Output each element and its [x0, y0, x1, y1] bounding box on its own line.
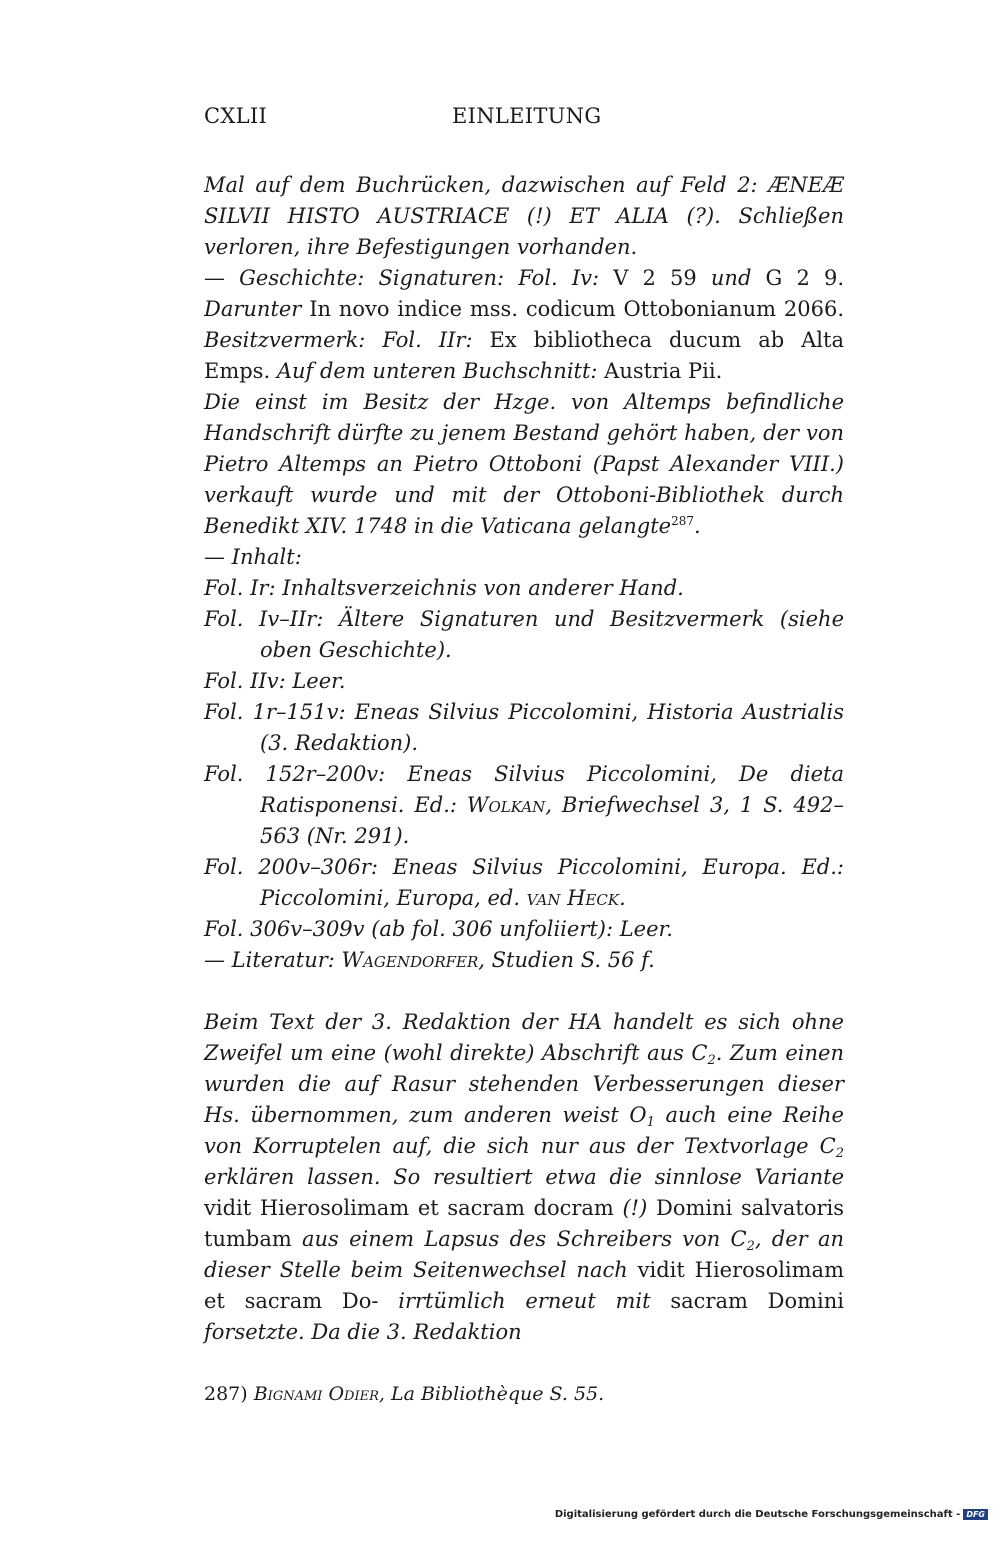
content-entry — [204, 852, 844, 914]
text-run: — Geschichte: Signaturen: Fol. Iv: — [204, 266, 614, 290]
funding-footer — [555, 1509, 988, 1520]
text-run: . Zum einen wurden die auf Rasur stehenden Verbesserungen dieser Hs. übernommen, zum anderen weist O — [204, 1041, 844, 1127]
quotation: vidit Hierosolimam et sacram Do- — [204, 1258, 844, 1313]
running-title: EINLEITUNG — [452, 104, 602, 128]
paragraph-provenance — [204, 387, 844, 542]
literatur-line — [204, 945, 844, 976]
text-run: Austria Pii. — [604, 359, 723, 383]
paragraph-geschichte — [204, 263, 844, 387]
text-run: G 2 9. — [765, 266, 844, 290]
text-run: , der an dieser Stelle beim Seitenwechsel nach — [204, 1227, 844, 1282]
text-run: aus einem Lapsus des Schreibers von C — [291, 1227, 747, 1251]
content-entry: Fol. 1r–151v: Eneas Silvius Piccolomini, Historia Austrialis (3. Redaktion). — [204, 700, 844, 755]
text-run: Darunter — [204, 297, 310, 321]
dfg-logo: DFG — [963, 1509, 988, 1520]
running-head — [204, 104, 844, 138]
author-name: Wagendorfer — [341, 948, 479, 972]
text-run: , Briefwechsel 3, 1 S. 492–563 (Nr. 291). — [260, 793, 845, 848]
footnote-ref[interactable]: 287 — [671, 514, 694, 528]
author-name: Wolkan — [466, 793, 546, 817]
text-run: , Studien S. 56 f. — [478, 948, 655, 972]
content-entry: Fol. Iv–IIr: Ältere Signaturen und Besitzvermerk (siehe oben Geschichte). — [204, 607, 844, 662]
text-run: und — [696, 266, 766, 290]
author-name: Bignami Odier — [253, 1383, 379, 1405]
footnote-number: 287) — [204, 1383, 254, 1405]
page-number: CXLII — [204, 104, 268, 128]
body-text — [204, 170, 844, 1348]
text-run: forsetzte. Da die 3. Redaktion — [204, 1320, 522, 1344]
paragraph-analysis — [204, 1007, 844, 1348]
text-run: . — [693, 514, 701, 538]
quotation: sacram Domini — [670, 1289, 844, 1313]
subscript: 2 — [835, 1146, 844, 1161]
page — [204, 104, 844, 1408]
funding-text: Digitalisierung gefördert durch die Deutsche Forschungsgemeinschaft - — [554, 1509, 961, 1520]
text-run: irrtümlich erneut mit — [378, 1289, 671, 1313]
paragraph-binding: Mal auf dem Buchrücken, dazwischen auf Feld 2: ÆNEÆ SILVII HISTO AUSTRIACE (!) ET ALIA (?). Schließen verloren, ihre Befestigungen vorhanden. — [204, 173, 844, 259]
subscript: 2 — [746, 1239, 755, 1254]
text-run: . — [619, 886, 626, 910]
content-entry: Fol. Ir: Inhaltsverzeichnis von anderer Hand. — [204, 576, 684, 600]
inhalt-heading: — Inhalt: — [204, 545, 302, 569]
text-run: Die einst im Besitz der Hzge. von Altemps befindliche Handschrift dürfte zu jenem Bestand gehört haben, der von Pietro Altemps an Pietro Ottoboni (Papst Alexander VIII.) verkauft wurde und mit der Ottoboni-Bibliothek durch Benedikt XIV. 1748 in die Vaticana gelangte — [204, 390, 844, 538]
text-run: auch eine Reihe von Korruptelen auf, die sich nur aus der Textvorlage C — [204, 1103, 844, 1158]
quotation: vidit Hierosolimam et sacram docram — [204, 1196, 614, 1220]
text-run: Beim Text der 3. Redaktion der HA handelt es sich ohne Zweifel um eine (wohl direkte) Abschrift aus C — [204, 1010, 844, 1065]
content-entry — [204, 759, 844, 852]
footnote — [204, 1380, 844, 1408]
author-name: van Heck — [526, 886, 620, 910]
text-run: — Literatur: — [204, 948, 342, 972]
quotation: Domini salvatoris tumbam — [204, 1196, 844, 1251]
subscript: 1 — [646, 1115, 655, 1130]
paragraph-gap — [204, 976, 844, 1007]
text-run: (!) — [613, 1196, 656, 1220]
text-run: Ex bibliotheca ducum ab Alta Emps. — [204, 328, 844, 383]
text-run: Fol. 152r–200v: Eneas Silvius Piccolomini, De dieta Ratisponensi. Ed.: — [204, 762, 844, 817]
subscript: 2 — [707, 1053, 716, 1068]
text-run: In novo indice mss. codicum Ottobonianum 2066. — [309, 297, 844, 321]
text-run: Besitzvermerk: Fol. IIr: — [204, 328, 490, 352]
content-entry: Fol. IIv: Leer. — [204, 669, 346, 693]
text-run: Fol. 200v–306r: Eneas Silvius Piccolomini, Europa. Ed.: Piccolomini, Europa, ed. — [204, 855, 844, 910]
content-entry: Fol. 306v–309v (ab fol. 306 unfoliiert): Leer. — [204, 917, 673, 941]
text-run: V 2 59 — [613, 266, 697, 290]
text-run: erklären lassen. So resultiert etwa die sinnlose Variante — [204, 1165, 844, 1189]
text-run: Auf dem unteren Buchschnitt: — [270, 359, 605, 383]
text-run: , La Bibliothèque S. 55. — [378, 1383, 605, 1405]
